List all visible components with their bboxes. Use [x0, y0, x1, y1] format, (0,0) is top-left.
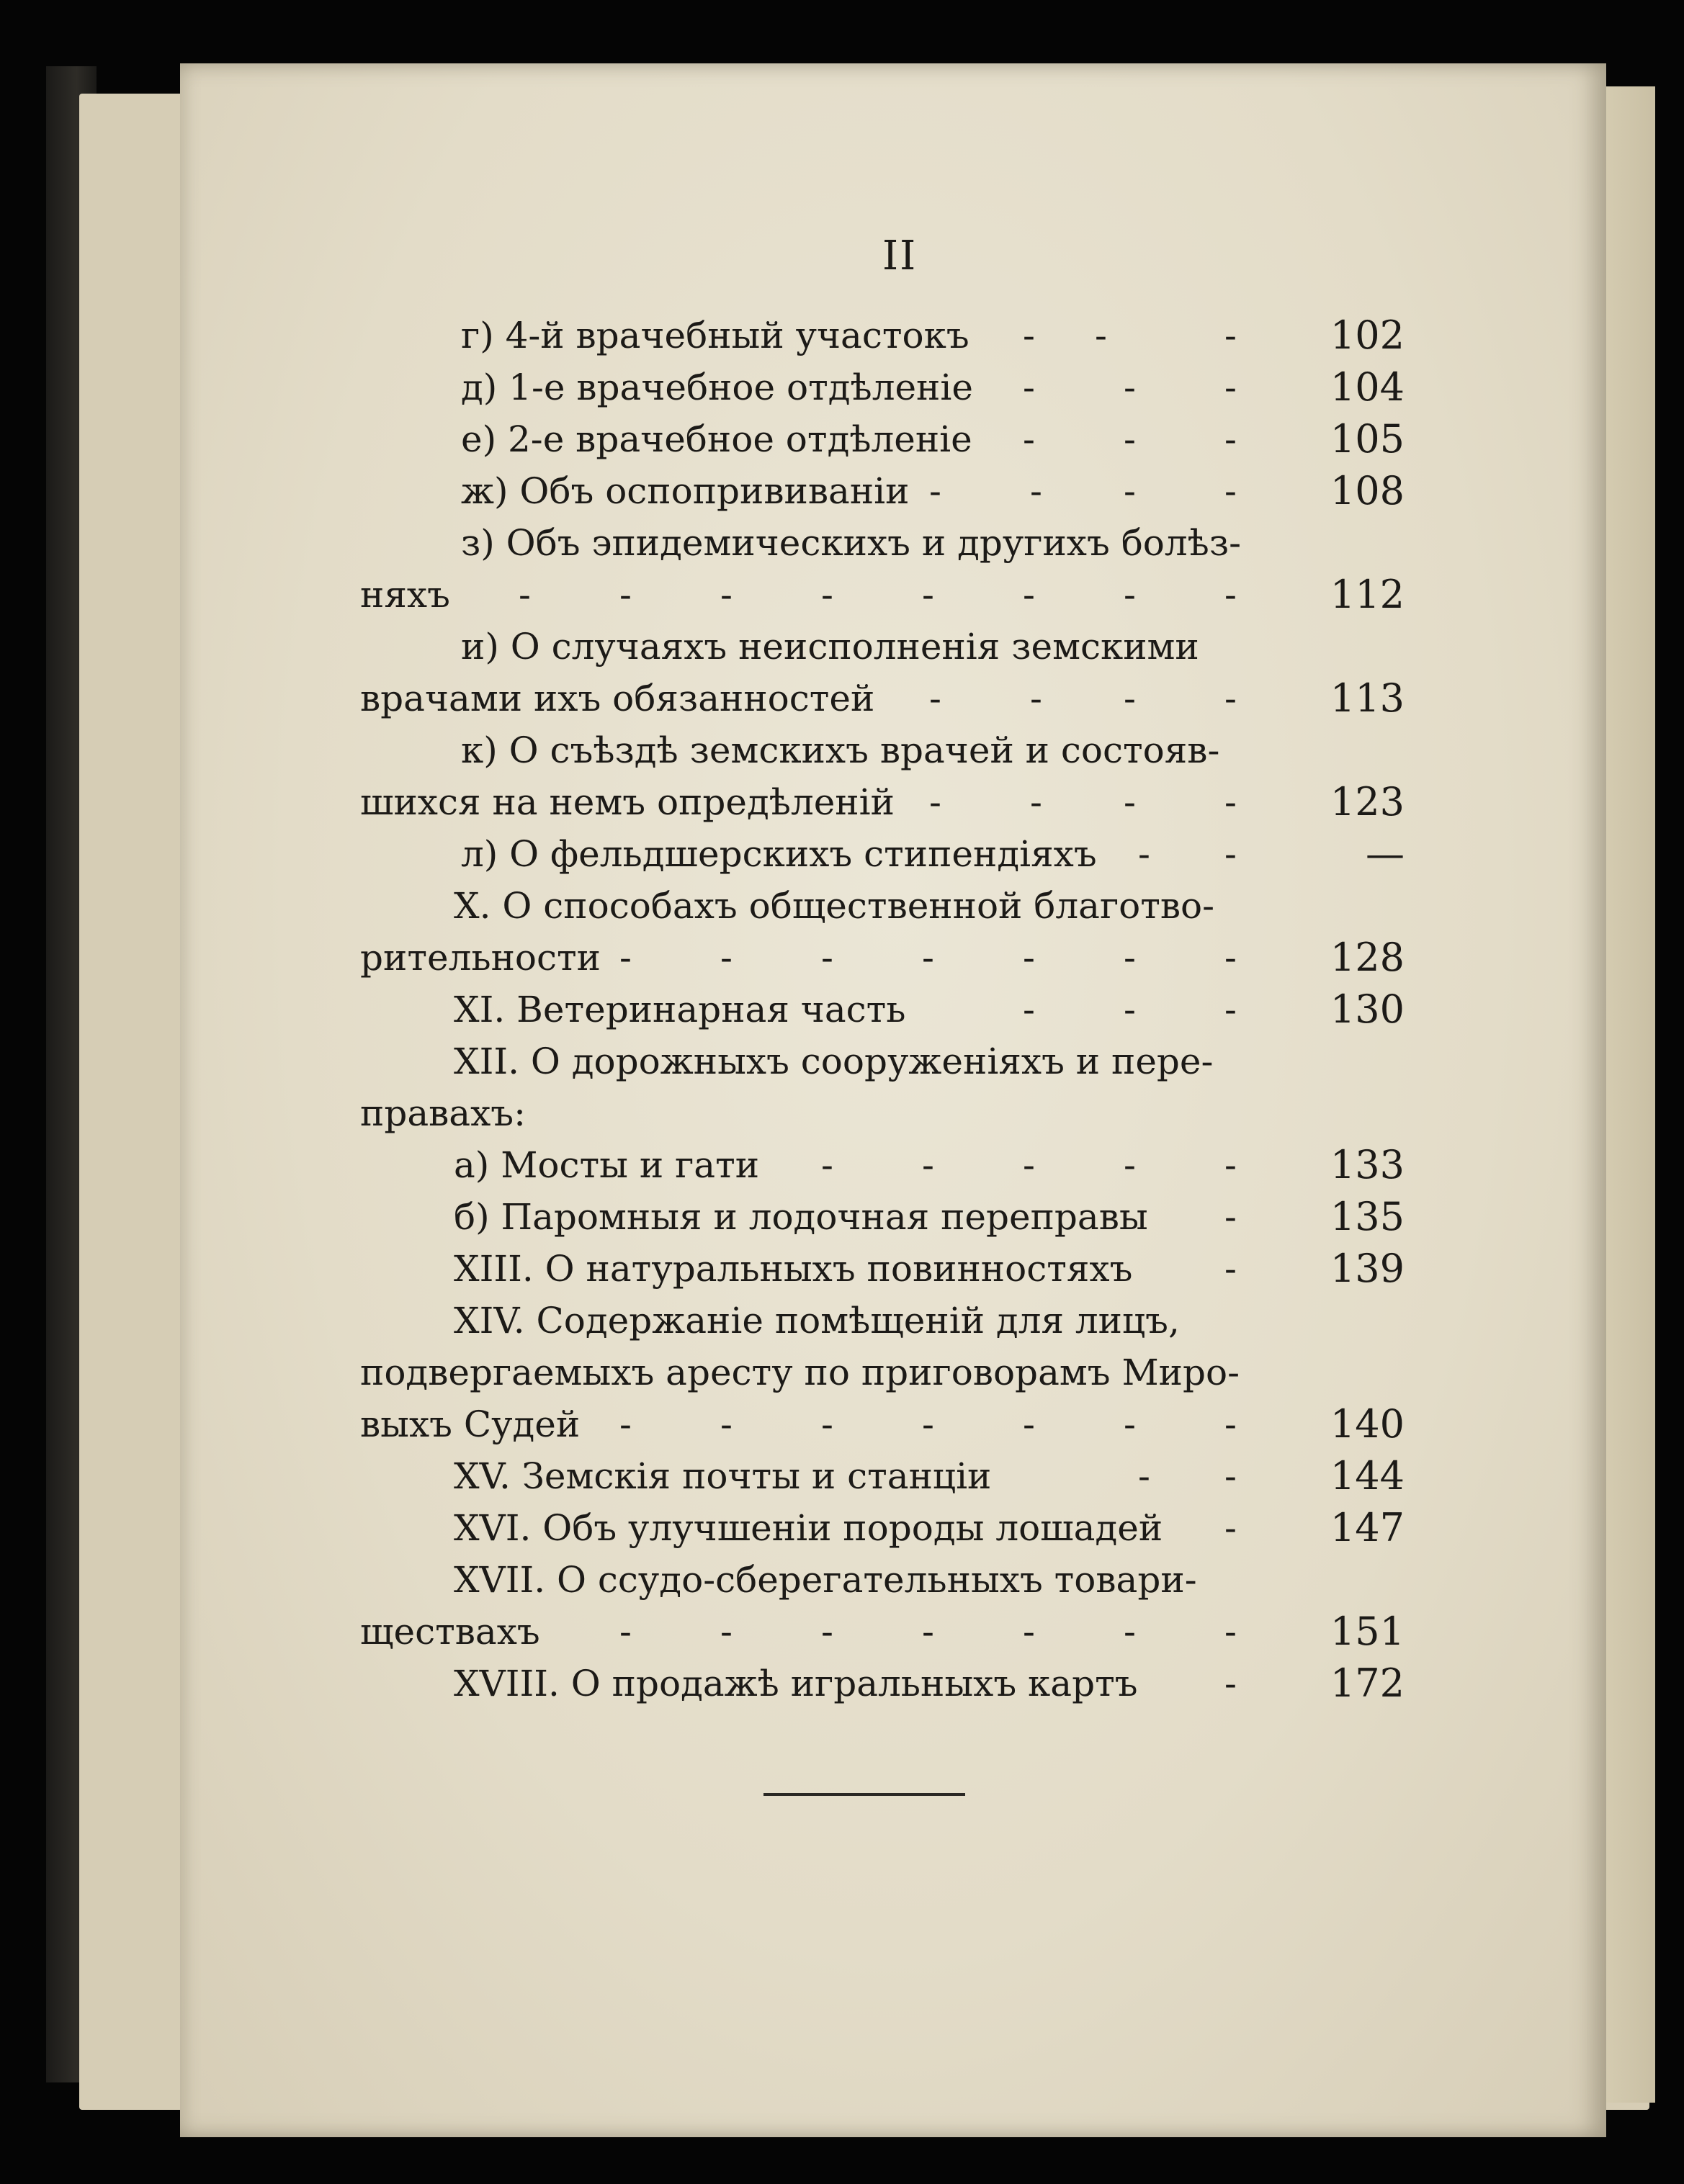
toc-entry-line: [360, 880, 1405, 932]
leader-dash: -: [1023, 367, 1035, 408]
leader-dash: -: [519, 574, 531, 616]
leader-dash: -: [1023, 574, 1035, 616]
toc-entry-line: [360, 1398, 1405, 1450]
leader-dash: -: [1124, 1144, 1136, 1186]
leader-dash: -: [1224, 937, 1237, 979]
leader-dash: -: [1224, 989, 1237, 1030]
leader-dash: -: [1224, 1248, 1237, 1290]
toc-entry-text: рительности: [360, 937, 601, 979]
toc-page-number: 113: [1330, 675, 1405, 721]
leader-dash: -: [619, 937, 632, 979]
leader-dash: -: [619, 1611, 632, 1653]
leader-dash: -: [720, 1403, 733, 1445]
toc-entry-text: XVII. О ссудо-сберегательныхъ товари-: [454, 1559, 1197, 1601]
end-rule: [763, 1793, 965, 1796]
leader-dash: -: [1023, 1403, 1035, 1445]
leader-dash: -: [1224, 1455, 1237, 1497]
leader-dash: -: [1224, 1144, 1237, 1186]
toc-entry-text: XIII. О натуральныхъ повинностяхъ: [454, 1248, 1133, 1290]
leader-dash: -: [1030, 781, 1042, 823]
leader-dash: -: [1224, 833, 1237, 875]
leader-dash: -: [821, 574, 833, 616]
leader-dash: -: [1023, 418, 1035, 460]
toc-page-number: 123: [1330, 779, 1405, 824]
leader-dash: -: [619, 574, 632, 616]
toc-page-number: 147: [1330, 1505, 1405, 1550]
toc-page-number: 139: [1330, 1246, 1405, 1291]
leader-dash: -: [720, 1611, 733, 1653]
leader-dash: -: [1124, 937, 1136, 979]
leader-dash: -: [922, 1611, 934, 1653]
toc-entry-line: [360, 1347, 1405, 1398]
toc-entry-text: шихся на немъ опредѣленій: [360, 781, 895, 823]
leader-dash: -: [720, 574, 733, 616]
leader-dash: -: [1224, 1611, 1237, 1653]
toc-entry-text: XIV. Содержаніе помѣщеній для лицъ,: [454, 1300, 1180, 1342]
toc-entry-text: выхъ Судей: [360, 1403, 581, 1445]
toc-entry-line: [360, 1502, 1405, 1554]
leader-dash: -: [922, 937, 934, 979]
toc-entry-text: XV. Земскія почты и станціи: [454, 1455, 992, 1497]
leader-dash: -: [1124, 678, 1136, 719]
toc-entry-line: [360, 673, 1405, 724]
toc-entry-line: [360, 776, 1405, 828]
leader-dash: -: [922, 574, 934, 616]
toc-entry-text: XI. Ветеринарная часть: [454, 989, 906, 1030]
leader-dash: -: [929, 781, 941, 823]
leader-dash: -: [1124, 989, 1136, 1030]
toc-entry-line: [360, 621, 1405, 673]
toc-entry-line: [360, 1295, 1405, 1347]
leader-dash: -: [1224, 418, 1237, 460]
toc-entry-line: [360, 932, 1405, 984]
leader-dash: -: [1023, 989, 1035, 1030]
toc-entry-text: XVI. Объ улучшеніи породы лошадей: [454, 1507, 1163, 1549]
toc-entry-text: правахъ:: [360, 1092, 526, 1134]
toc-entry-text: XVIII. О продажѣ игральныхъ картъ: [454, 1663, 1138, 1704]
toc-page-number: 108: [1330, 468, 1405, 513]
toc-entry-text: няхъ: [360, 574, 450, 616]
toc-entry-text: б) Паромныя и лодочная переправы: [454, 1196, 1148, 1238]
leader-dash: -: [1124, 781, 1136, 823]
leader-dash: -: [619, 1403, 632, 1445]
leader-dash: -: [821, 1611, 833, 1653]
leader-dash: -: [1224, 470, 1237, 512]
leader-dash: -: [1224, 678, 1237, 719]
leader-dash: -: [1224, 367, 1237, 408]
leader-dash: -: [1030, 678, 1042, 719]
toc-entry-line: [360, 724, 1405, 776]
leader-dash: -: [1224, 1663, 1237, 1704]
leader-dash: -: [922, 1144, 934, 1186]
toc-entry-line: [360, 1658, 1405, 1709]
leader-dash: -: [1138, 1455, 1150, 1497]
toc-entry-line: [360, 1087, 1405, 1139]
toc-entry-line: [360, 1606, 1405, 1658]
leader-dash: -: [1124, 1403, 1136, 1445]
leader-dash: -: [1095, 315, 1107, 356]
toc-entry-line: [360, 465, 1405, 517]
leader-dash: -: [1023, 1144, 1035, 1186]
leader-dash: -: [1023, 315, 1035, 356]
leader-dash: -: [922, 1403, 934, 1445]
toc-entry-line: [360, 1243, 1405, 1295]
toc-entry-text: врачами ихъ обязанностей: [360, 678, 875, 719]
leader-dash: -: [1124, 418, 1136, 460]
toc-entry-text: л) О фельдшерскихъ стипендіяхъ: [461, 833, 1097, 875]
toc-page-number: 104: [1330, 364, 1405, 410]
leader-dash: -: [929, 678, 941, 719]
leader-dash: -: [1023, 1611, 1035, 1653]
toc-entry-text: XII. О дорожныхъ сооруженіяхъ и пере-: [454, 1041, 1214, 1082]
toc-page-number: 105: [1330, 416, 1405, 462]
toc-page-number: 112: [1330, 572, 1405, 617]
leader-dash: -: [821, 937, 833, 979]
leader-dash: -: [1030, 470, 1042, 512]
toc-page-number: 128: [1330, 935, 1405, 980]
toc-page-number: 130: [1330, 987, 1405, 1032]
leader-dash: -: [821, 1403, 833, 1445]
toc-page-number: 135: [1330, 1194, 1405, 1239]
toc-entry-line: [360, 984, 1405, 1035]
toc-page-number: 133: [1330, 1142, 1405, 1187]
toc-entry-text: ществахъ: [360, 1611, 540, 1653]
toc-entry-text: а) Мосты и гати: [454, 1144, 760, 1186]
leader-dash: -: [929, 470, 941, 512]
toc-entry-line: [360, 361, 1405, 413]
leader-dash: -: [1224, 1403, 1237, 1445]
leader-dash: -: [1224, 1196, 1237, 1238]
toc-entry-line: [360, 828, 1405, 880]
toc-entry-text: г) 4-й врачебный участокъ: [461, 315, 969, 356]
toc-entry-text: з) Объ эпидемическихъ и другихъ болѣз-: [461, 522, 1241, 564]
toc-entry-line: [360, 1139, 1405, 1191]
leader-dash: -: [1124, 470, 1136, 512]
leader-dash: -: [1124, 1611, 1136, 1653]
toc-entry-text: ж) Объ оспопрививаніи: [461, 470, 910, 512]
toc-entry-line: [360, 413, 1405, 465]
toc-page-number: 144: [1330, 1453, 1405, 1498]
toc-entry-line: [360, 1035, 1405, 1087]
toc-entry-line: [360, 310, 1405, 361]
toc-entry-text: X. О способахъ общественной благотво-: [454, 885, 1215, 927]
toc-page-number: 172: [1330, 1661, 1405, 1706]
toc-entry-text: подвергаемыхъ аресту по приговорамъ Миро-: [360, 1352, 1240, 1393]
toc-page-number: 140: [1330, 1401, 1405, 1447]
toc-page-number: —: [1366, 831, 1405, 876]
leader-dash: -: [720, 937, 733, 979]
toc-entry-line: [360, 517, 1405, 569]
toc-entry-text: д) 1-е врачебное отдѣленіе: [461, 367, 973, 408]
leader-dash: -: [1124, 574, 1136, 616]
toc-entry-line: [360, 1554, 1405, 1606]
page-number: II: [882, 233, 918, 279]
leader-dash: -: [1224, 781, 1237, 823]
toc-entry-line: [360, 1450, 1405, 1502]
toc-entry-line: [360, 569, 1405, 621]
toc-entry-text: е) 2-е врачебное отдѣленіе: [461, 418, 972, 460]
toc-entry-text: и) О случаяхъ неисполненія земскими: [461, 626, 1199, 668]
leader-dash: -: [1224, 315, 1237, 356]
toc-entry-line: [360, 1191, 1405, 1243]
leader-dash: -: [1224, 574, 1237, 616]
leader-dash: -: [1023, 937, 1035, 979]
toc-page-number: 151: [1330, 1609, 1405, 1654]
leader-dash: -: [1224, 1507, 1237, 1549]
toc-entry-text: к) О съѣздѣ земскихъ врачей и состояв-: [461, 729, 1220, 771]
leader-dash: -: [1138, 833, 1150, 875]
toc-page-number: 102: [1330, 313, 1405, 358]
leader-dash: -: [1124, 367, 1136, 408]
leader-dash: -: [821, 1144, 833, 1186]
